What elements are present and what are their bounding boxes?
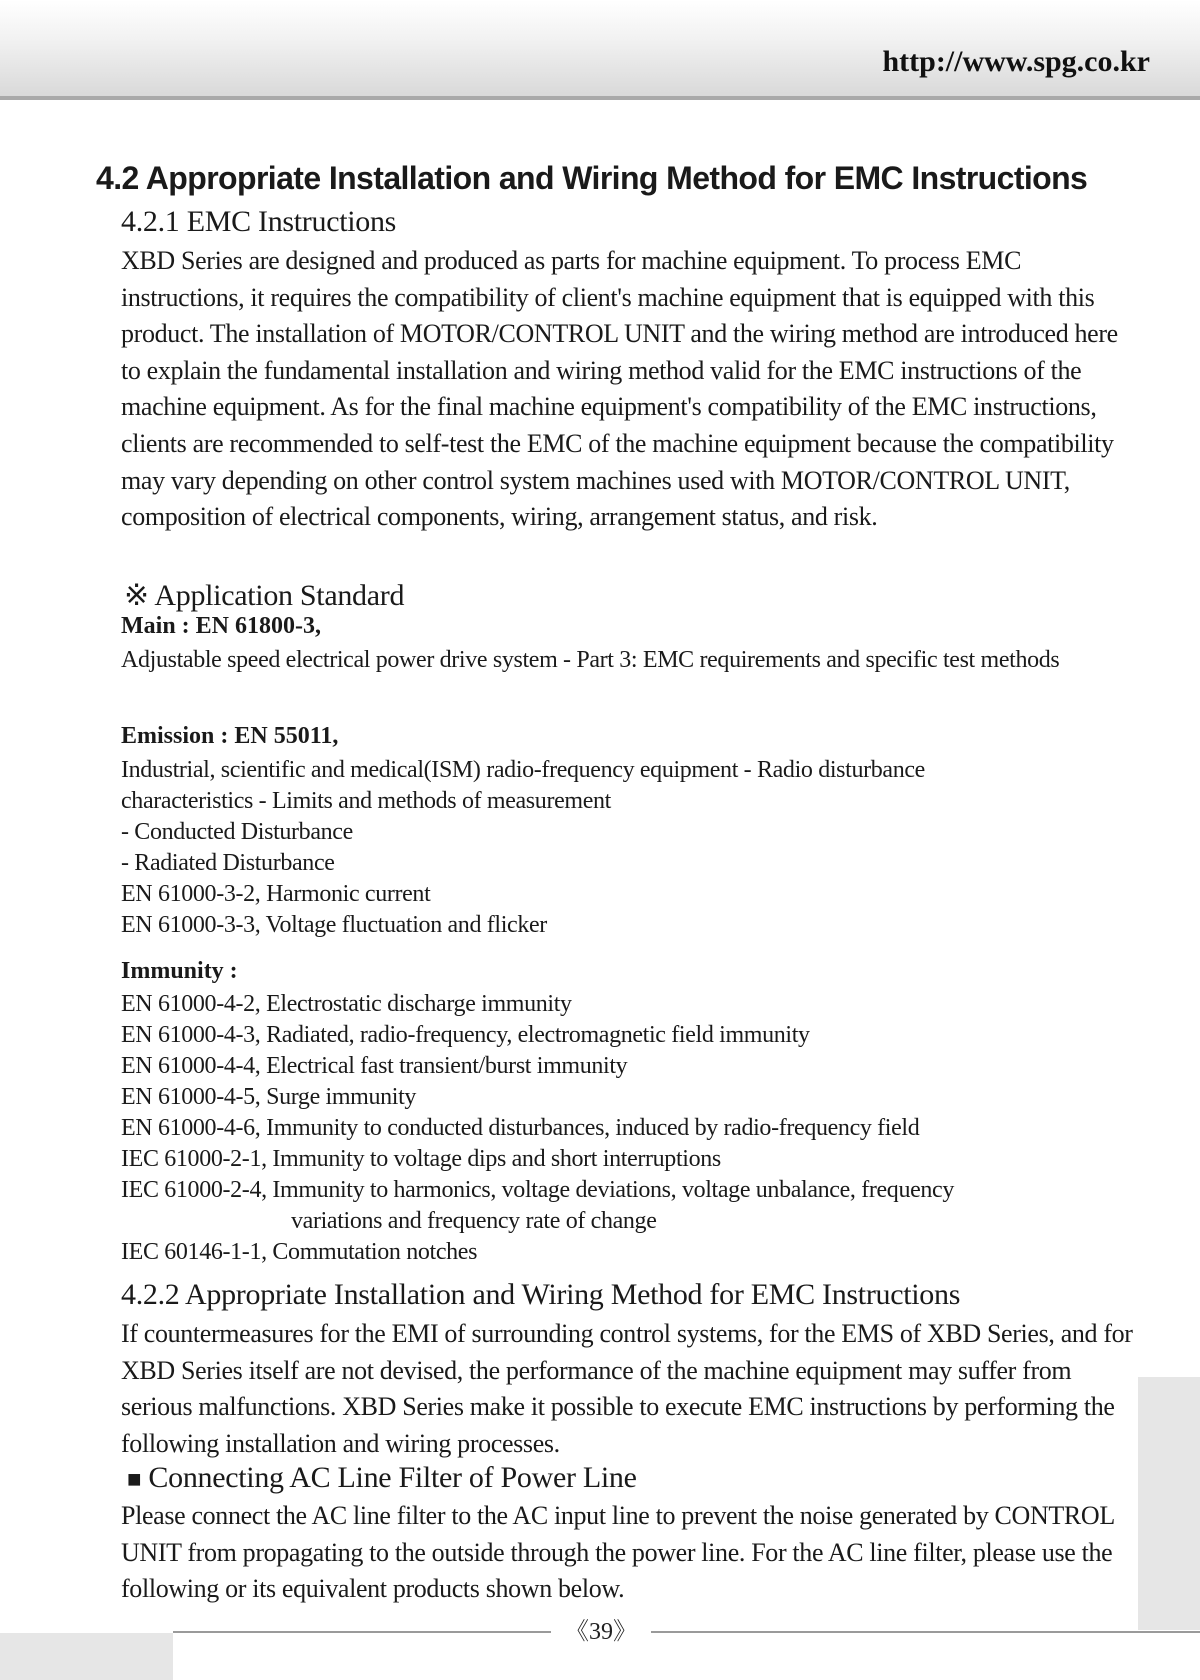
list-item: EN 61000-4-2, Electrostatic discharge immunity [121,991,572,1017]
website-url: http://www.spg.co.kr [882,45,1150,78]
emc-paragraph: XBD Series are designed and produced as parts for machine equipment. To process EMC instructions, it requires the compatibility of client's machine equipment that is equipped with this product. The installation of MOTOR/CONTROL UNIT and the wiring method are introduced here to explain the fundamental installation and wiring method valid for the EMC instructions of the machine equipment. As for the final machine equipment's compatibility of the EMC instructions, clients are recommended to self-test the EMC of the machine equipment because the compatibility may vary depending on other control system machines used with MOTOR/CONTROL UNIT, composition of electrical components, wiring, arrangement status, and risk. [121,246,1118,532]
list-item: EN 61000-3-2, Harmonic current [121,881,431,907]
immunity-standard-label: Immunity : [121,958,238,984]
wiring-paragraph: If countermeasures for the EMI of surrounding control systems, for the EMS of XBD Series, and for XBD Series itself are not devised, the performance of the machine equipment may suffer from serious malfunctions. XBD Series make it possible to execute EMC instructions by performing the following installation and wiring processes. [121,1319,1133,1458]
immunity-list [121,989,1131,1268]
list-item: IEC 60146-1-1, Commutation notches [121,1239,478,1265]
list-item: characteristics - Limits and methods of measurement [121,788,611,814]
header-rule [0,96,1200,100]
list-item: EN 61000-4-5, Surge immunity [121,1084,417,1110]
list-item: variations and frequency rate of change [291,1208,657,1234]
list-item: IEC 61000-2-4, Immunity to harmonics, voltage deviations, voltage unbalance, frequency [121,1177,954,1203]
ac-filter-paragraph: Please connect the AC line filter to the AC input line to prevent the noise generated by CONTROL UNIT from propagating to the outside through the power line. For the AC line filter, please use the following or its equivalent products shown below. [121,1501,1114,1604]
footer-rule [173,1631,1200,1633]
application-standard-title: ※ Application Standard [124,579,405,612]
emission-list [121,755,1131,941]
list-item: EN 61000-4-4, Electrical fast transient/burst immunity [121,1053,628,1079]
list-item: EN 61000-4-3, Radiated, radio-frequency, electromagnetic field immunity [121,1022,810,1048]
list-item: - Radiated Disturbance [121,850,335,876]
section-title: 4.2 Appropriate Installation and Wiring Method for EMC Instructions [96,160,1088,196]
corner-tab [0,1633,173,1680]
side-tab [1138,1377,1200,1630]
list-item: EN 61000-3-3, Voltage fluctuation and flicker [121,912,547,938]
subsection-title-emc: 4.2.1 EMC Instructions [121,205,397,238]
ac-filter-title-text: Connecting AC Line Filter of Power Line [148,1461,637,1494]
subsection-title-wiring: 4.2.2 Appropriate Installation and Wiring Method for EMC Instructions [121,1278,961,1311]
ac-filter-title [127,1461,637,1495]
list-item: EN 61000-4-6, Immunity to conducted disturbances, induced by radio-frequency field [121,1115,920,1141]
list-item: IEC 61000-2-1, Immunity to voltage dips and short interruptions [121,1146,721,1172]
emission-standard-label: Emission : EN 55011, [121,723,339,749]
page-number: 《39》 [551,1617,651,1647]
list-item: Industrial, scientific and medical(ISM) radio-frequency equipment - Radio disturbance [121,757,925,783]
square-bullet-icon: ■ [127,1467,142,1493]
main-standard-label: Main : EN 61800-3, [121,613,321,639]
main-standard-text: Adjustable speed electrical power drive system - Part 3: EMC requirements and specific test methods [121,647,1060,673]
list-item: - Conducted Disturbance [121,819,353,845]
